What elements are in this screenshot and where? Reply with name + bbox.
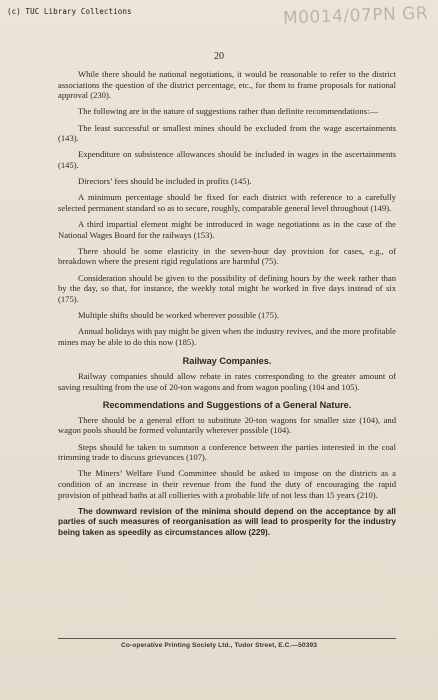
paragraph-coal-trimming: Steps should be taken to summon a conference between the parties interested in the coal trimming trade to discuss grievances (107). (58, 441, 396, 463)
paragraph-minimum-percentage: A minimum percentage should be fixed for each district with reference to a carefully selected permanent standard so as to secure, roughly, comparable general level throughout (149). (58, 192, 396, 213)
paragraph-directors-fees: Directors’ fees should be included in profits (145). (78, 176, 252, 187)
paragraph-impartial-element: A third impartial element might be introduced in wage negotiations as in the case of the National Wages Board for the railways (153). (58, 219, 396, 240)
paragraph-suggestions-intro: The following are in the nature of suggestions rather than definite recommendations:— (78, 106, 378, 117)
paragraph-welfare-fund: The Miners’ Welfare Fund Committee should be asked to impose on the districts as a condition of an increase in their revenue from the fund the duty of encouraging the rapid provision of pithead baths at all collieries with a probable life of not less than 15 years (210). (58, 468, 396, 500)
copyright-notice: (c) TUC Library Collections (7, 7, 132, 16)
footer-divider (58, 638, 396, 639)
paragraph-hours-by-week: Consideration should be given to the possibility of defining hours by the week rather than by the day, so that, for instance, the weekly total might be worked in five days instead of six (175). (58, 272, 396, 304)
paragraph-least-successful-mines: The least successful or smallest mines should be excluded from the wage ascertainments (143). (58, 122, 396, 144)
paragraph-annual-holidays: Annual holidays with pay might be given when the industry revives, and the more profitable mines may be able to do this now (185). (58, 326, 396, 347)
section-heading-general: Recommendations and Suggestions of a General Nature. (102, 400, 352, 411)
page-number: 20 (214, 51, 224, 62)
archive-reference-stamp: M0014/07PN GR (282, 3, 429, 29)
section-heading-railway: Railway Companies. (182, 356, 272, 367)
paragraph-seven-hour-day: There should be some elasticity in the seven-hour day provision for cases, e.g., of breakdown where the present rigid regulations are harmful (75). (58, 245, 396, 267)
paragraph-subsistence-allowances: Expenditure on subsistence allowances should be included in wages in the ascertainments (145). (58, 149, 396, 170)
paragraph-railway-rebate: Railway companies should allow rebate in rates corresponding to the greater amount of saving resulting from the use of 20-ton wagons and from wagon pooling (104 and 105). (58, 371, 396, 392)
paragraph-twenty-ton-wagons: There should be a general effort to substitute 20-ton wagons for smaller size (104), and wagon pools should be formed voluntarily wherever possible (104). (58, 414, 396, 436)
paragraph-multiple-shifts: Multiple shifts should be worked wherever possible (175). (78, 310, 279, 321)
paragraph-downward-revision: The downward revision of the minima should depend on the acceptance by all parties of such measures of reorganisation as will lead to prosperity for the industry being taken as speedily as circumstances allow (229). (58, 505, 396, 537)
printer-imprint: Co-operative Printing Society Ltd., Tudor Street, E.C.—50393 (120, 642, 318, 649)
document-body (58, 69, 396, 543)
paragraph-district-negotiations: While there should be national negotiations, it would be reasonable to refer to the district associations the question of the district percentage, etc., for them to frame proposals for national approval (230). (58, 69, 396, 101)
